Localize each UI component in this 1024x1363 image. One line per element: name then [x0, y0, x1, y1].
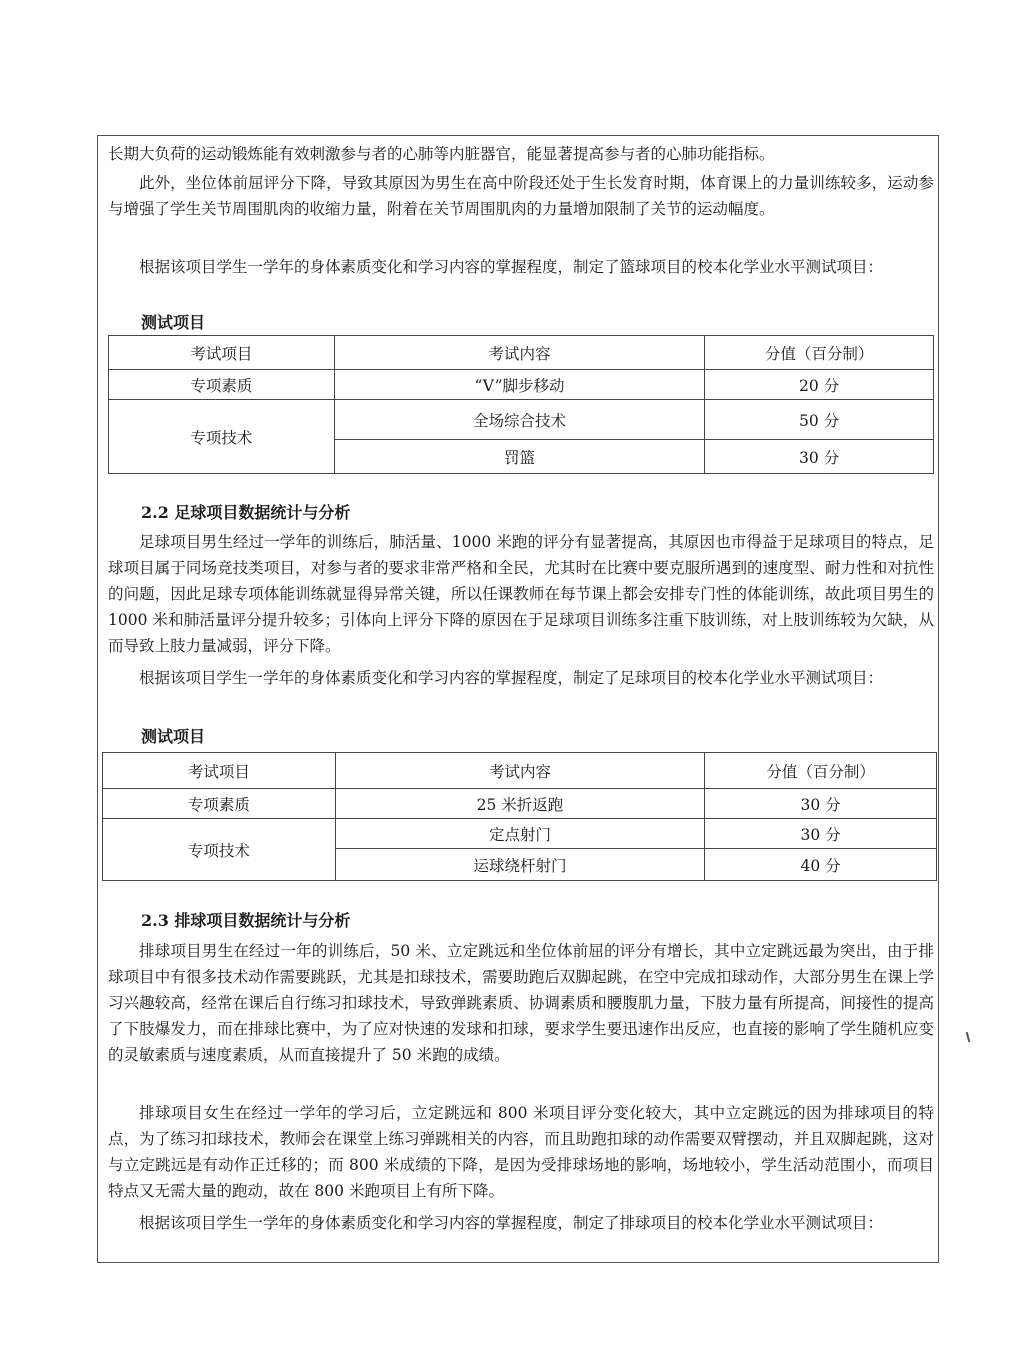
table-header: 考试内容 [335, 753, 705, 789]
paragraph: 根据该项目学生一学年的身体素质变化和学习内容的掌握程度，制定了排球项目的校本化学业水平测试项目： [139, 1214, 884, 1232]
section-heading: 2.3 排球项目数据统计与分析 [141, 911, 351, 930]
table-cell: 运球绕杆射门 [335, 849, 705, 881]
section-heading: 2.2 足球项目数据统计与分析 [141, 503, 351, 522]
table-cell: 40 分 [705, 849, 937, 881]
table-cell: 定点射门 [335, 819, 705, 849]
table-cell: 25 米折返跑 [335, 789, 705, 819]
table-cell: 专项技术 [109, 400, 335, 474]
table-caption: 测试项目 [141, 313, 206, 332]
table-header: 分值（百分制） [705, 753, 937, 789]
table-header: 考试项目 [103, 753, 336, 789]
table-cell: 30 分 [705, 789, 937, 819]
table-cell: 专项技术 [103, 819, 336, 881]
table-cell: 全场综合技术 [334, 400, 705, 440]
table-header: 考试内容 [334, 336, 705, 370]
paragraph: 根据该项目学生一学年的身体素质变化和学习内容的掌握程度，制定了篮球项目的校本化学业水平测试项目： [139, 258, 884, 276]
paragraph: 足球项目男生经过一学年的训练后，肺活量、1000 米跑的评分有显著提高，其原因也市得益于足球项目的特点，足球项目属于同场竞技类项目，对参与者的要求非常严格和全民，尤其时在比赛中要克服所遇到的速度型、耐力性和对抗性的问题，因此足球专项体能训练就显得异常关键，所以任课教师在每节课上都会安排专门性的体能训练，故此项目男生的 1000 米和肺活量评分提升较多；引体向上评分下降的原因在于足球项目训练多注重下肢训练，对上肢训练较为欠缺，从而导致上肢力量减弱，评分下降。 [108, 533, 934, 655]
table-caption: 测试项目 [141, 727, 206, 746]
table-cell: “V”脚步移动 [334, 370, 705, 400]
table-cell: 30 分 [705, 440, 934, 474]
table-header: 考试项目 [109, 336, 335, 370]
scan-mark [966, 1032, 971, 1042]
paragraph: 排球项目女生在经过一学年的学习后，立定跳远和 800 米项目评分变化较大，其中立定跳远的因为排球项目的特点，为了练习扣球技术，教师会在课堂上练习弹跳相关的内容，而且助跑扣球的动作需要双臂摆动，并且双脚起跳，这对与立定跳远是有动作正迁移的；而 800 米成绩的下降，是因为受排球场地的影响，场地较小，学生活动范围小，而项目特点又无需大量的跑动，故在 800 米跑项目上有所下降。 [108, 1104, 934, 1200]
paragraph: 排球项目男生在经过一年的训练后，50 米、立定跳远和坐位体前屈的评分有增长，其中立定跳远最为突出，由于排球项目中有很多技术动作需要跳跃，尤其是扣球技术，需要助跑后双脚起跳，在空中完成扣球动作，大部分男生在课上学习兴趣较高，经常在课后自行练习扣球技术，导致弹跳素质、协调素质和腰腹肌力量，下肢力量有所提高，间接性的提高了下肢爆发力，而在排球比赛中，为了应对快速的发球和扣球，要求学生要迅速作出反应，也直接的影响了学生随机应变的灵敏素质与速度素质，从而直接提升了 50 米跑的成绩。 [108, 942, 934, 1064]
table-cell: 20 分 [705, 370, 934, 400]
paragraph: 长期大负荷的运动锻炼能有效刺激参与者的心肺等内脏器官，能显著提高参与者的心肺功能指标。 [108, 145, 775, 163]
page-border [97, 135, 939, 1263]
table-header: 分值（百分制） [705, 336, 934, 370]
table-cell: 专项素质 [103, 789, 336, 819]
table-cell: 罚篮 [334, 440, 705, 474]
test-items-table-football [102, 752, 937, 881]
table-cell: 50 分 [705, 400, 934, 440]
test-items-table-basketball [108, 335, 934, 474]
table-cell: 30 分 [705, 819, 937, 849]
table-cell: 专项素质 [109, 370, 335, 400]
paragraph: 根据该项目学生一学年的身体素质变化和学习内容的掌握程度，制定了足球项目的校本化学业水平测试项目： [139, 669, 884, 687]
paragraph: 此外，坐位体前屈评分下降，导致其原因为男生在高中阶段还处于生长发育时期，体育课上的力量训练较多，运动参与增强了学生关节周围肌肉的收缩力量，附着在关节周围肌肉的力量增加限制了关节的运动幅度。 [108, 174, 934, 218]
